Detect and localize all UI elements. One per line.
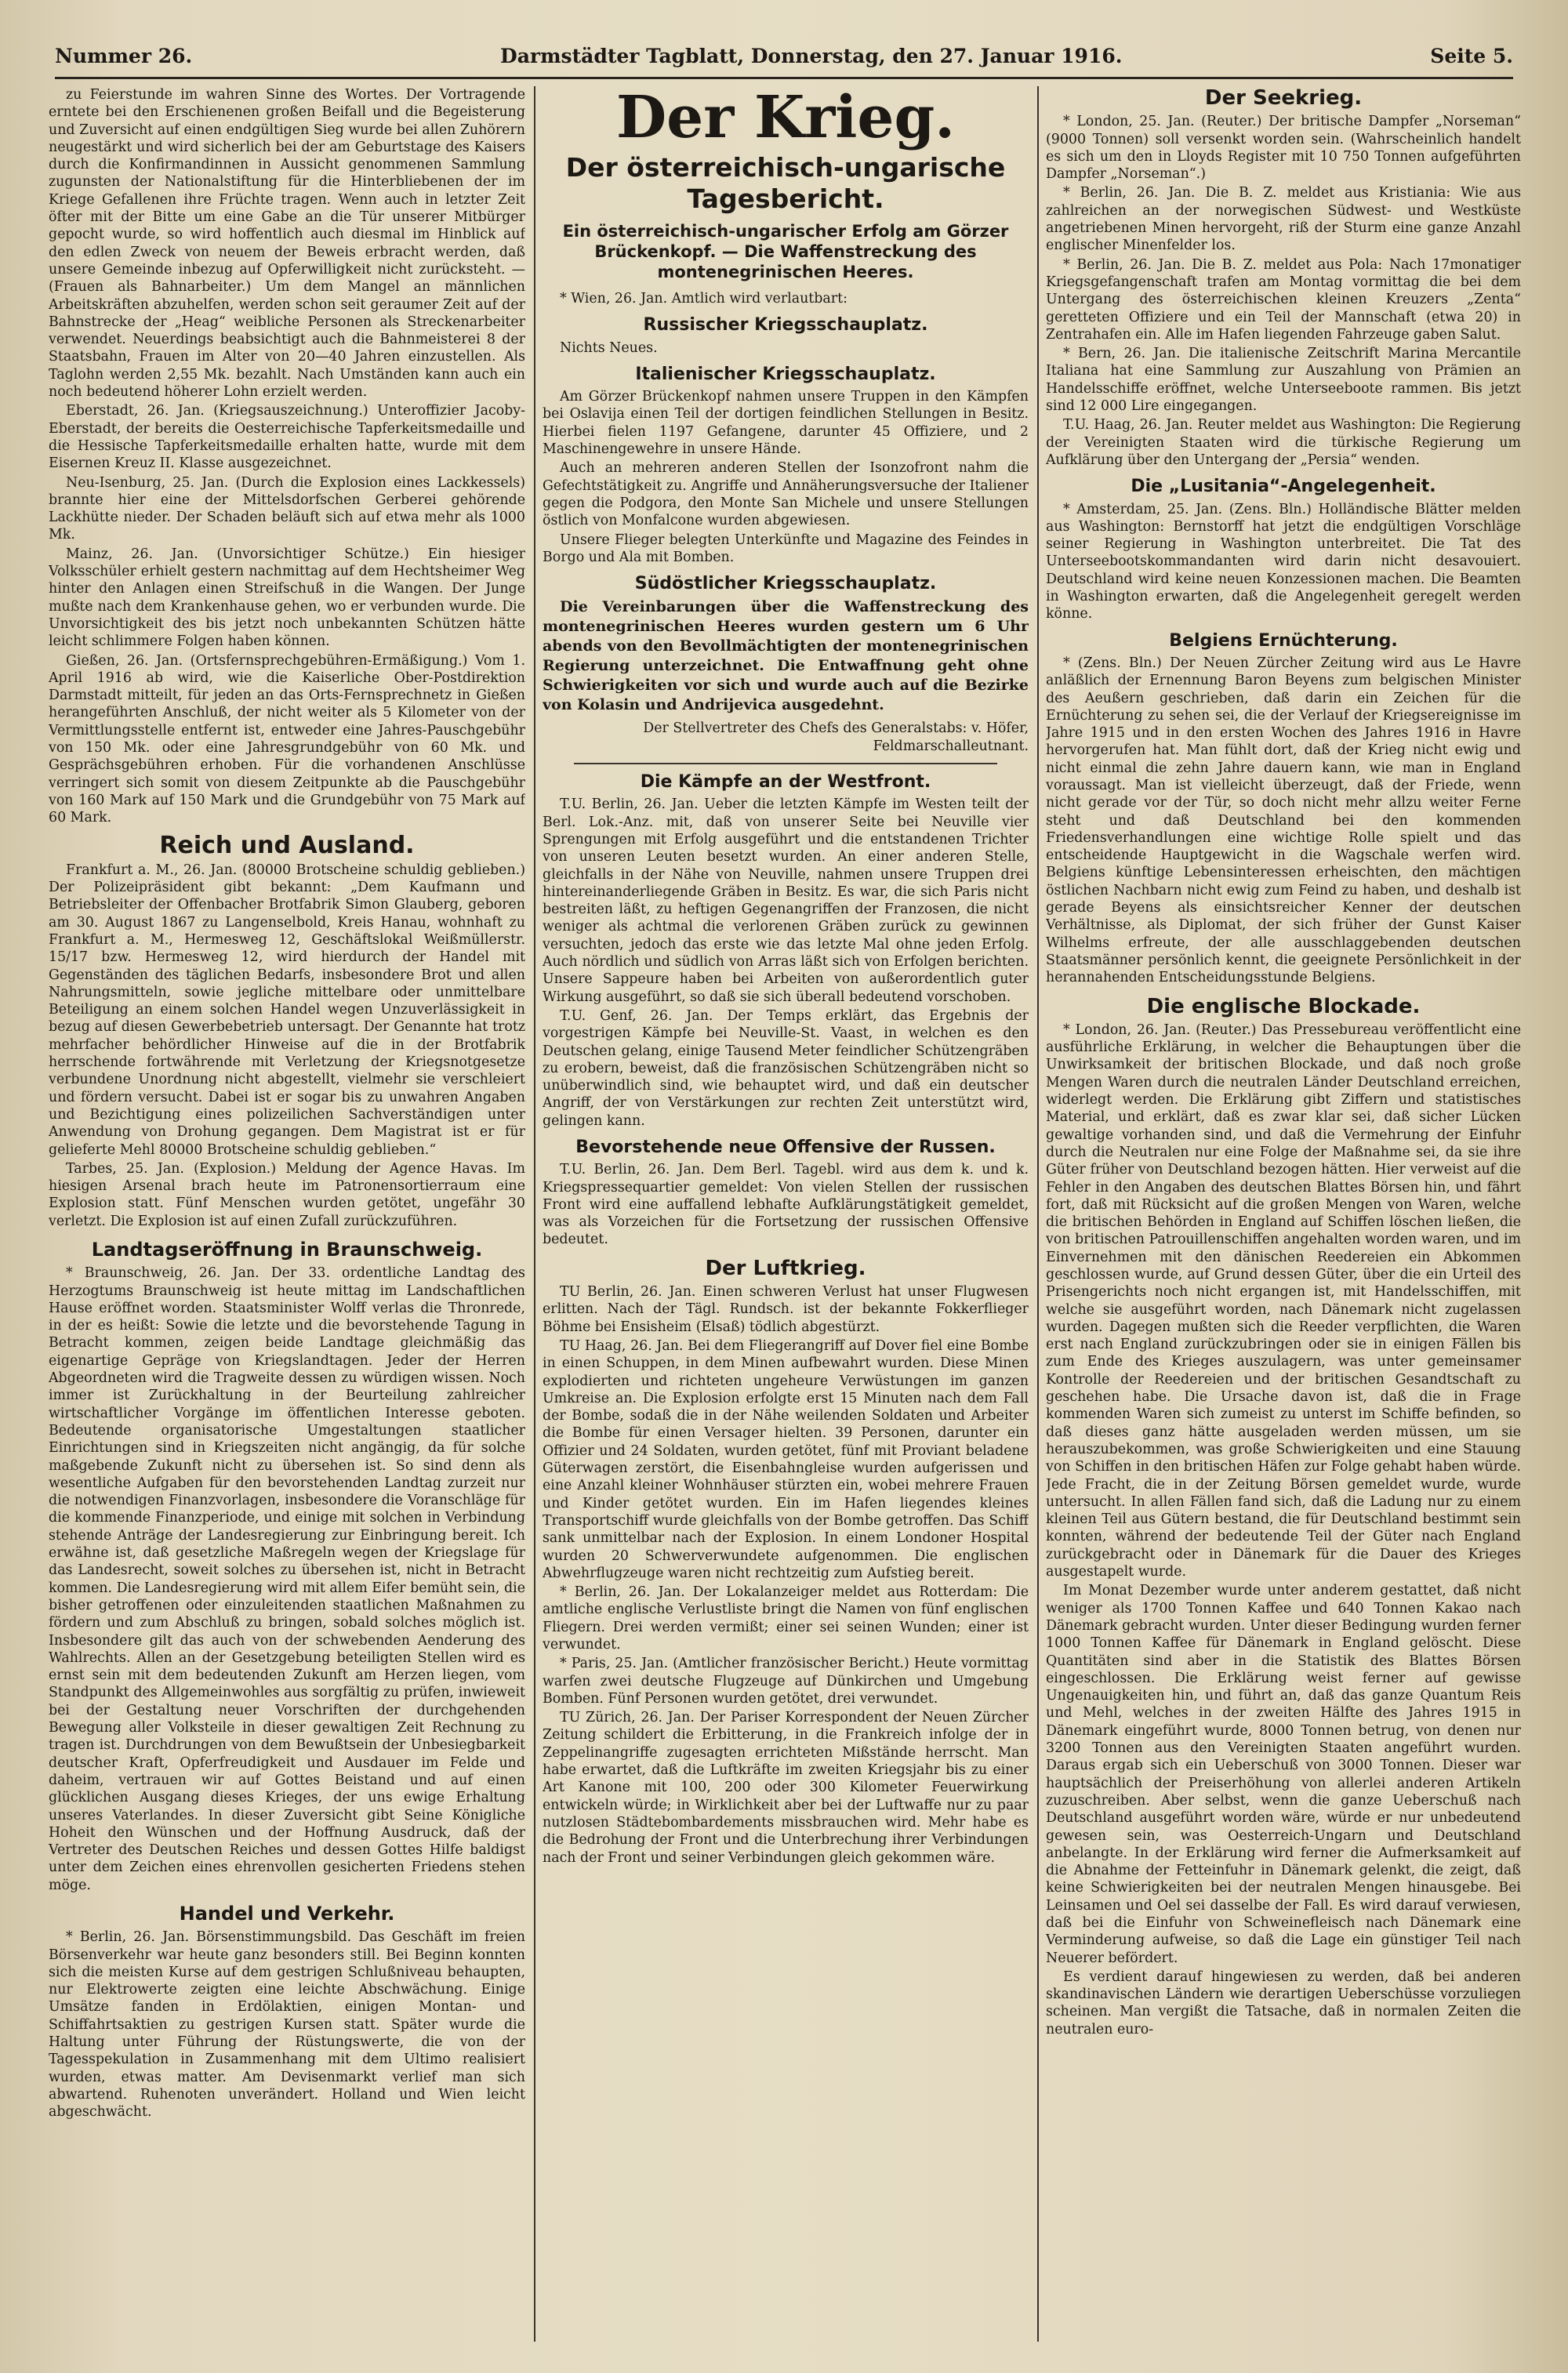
article-paragraph: Frankfurt a. M., 26. Jan. (80000 Brotscheine schuldig geblieben.) Der Polizeipräsident gibt bekannt: „Dem Kaufmann und Betriebsleiter der Offenbacher Brotfabrik Simon Glauberg, geboren am 30. August 1867 zu Langenselbold, Kreis Hanau, wohnhaft zu Frankfurt a. M., Hermesweg 12, Geschäftslokal Weißmüllerstr. 15/17 bzw. Hermesweg 12, wird hierdurch der Handel mit Gegenständen des täglichen Bedarfs, insbesondere Brot und allen Nahrungsmitteln, sowie jegliche mittelbare oder unmittelbare Beteiligung an einem solchen Handel wegen Unzuverlässigkeit in bezug auf diesen Gewerbebetrieb untersagt. Der Genannte hat trotz mehrfacher behördlicher Hinweise auf die in der Brotfabrik herrschende fortwährende mit Verletzung der Kriegsnotgesetze verbundene Unordnung nicht abgestellt, vielmehr sie verschleiert und fördern versucht. Dabei ist er sogar bis zu unwahren Angaben und Bezichtigung eines polizeilichen Sachverständigen unter Anwendung von Drohung gegangen. Dem Magistrat ist er für gelieferte Mehl 80000 Brotscheine schuldig geblieben.“ [49,862,525,1158]
section-heading: Russischer Kriegsschauplatz. [643,315,928,336]
article-paragraph: TU Haag, 26. Jan. Bei dem Fliegerangriff auf Dover fiel eine Bombe in einen Schuppen, in dem Minen aufbewahrt wurden. Diese Minen explodierten und richteten ungeheure Verwüstungen im ganzen Umkreise an. Die Explosion erfolgte erst 15 Minuten nach dem Fall der Bombe, sodaß die in der Nähe weilenden Soldaten und Arbeiter die Bombe für einen Versager hielten. 39 Personen, darunter ein Offizier und 24 Soldaten, wurden getötet, fünf mit Proviant beladene Güterwagen zerstört, die Eisenbahngleise wurden aufgerissen und eine Anzahl kleiner Wohnhäuser stürzten ein, wobei mehrere Frauen und Kinder getötet wurden. Ein im Hafen liegendes kleines Transportschiff wurde gleichfalls von der Bombe getroffen. Das Schiff sank unmittelbar nach der Explosion. In einem Londoner Hospital wurden 20 Schwerverwundete aufgenommen. Die englischen Abwehrflugzeuge waren nicht rechtzeitig zum Aufstieg bereit. [543,1337,1029,1581]
page-header [55,34,1513,79]
section-heading: Südöstlicher Kriegsschauplatz. [634,574,937,594]
article-paragraph: Im Monat Dezember wurde unter anderem gestattet, daß nicht weniger als 1700 Tonnen Kaffee und 640 Tonnen Kakao nach Dänemark gebracht wurden. Unter dieser Bedingung wurden ferner 1000 Tonnen Kaffee für Dänemark in England gelöscht. Diese Quantitäten sind aber in die Statistik des Blattes Börsen eingeschlossen. Die Erklärung weist ferner auf gewisse Ungenauigkeiten hin, und führt an, daß das ganze Quantum Reis und Mehl, welches in der zweiten Hälfte des Jahres 1915 in Dänemark eingeführt wurde, 8000 Tonnen betrug, von denen nur 3200 Tonnen aus den Vereinigten Staaten angeführt wurden. Daraus ergab sich ein Ueberschuß von 3000 Tonnen. Dieser war hauptsächlich der Preiserhöhung von allerlei anderen Artikeln zuzuschreiben. Aber selbst, wenn die ganze Ueberschuß nach Deutschland ausgeführt worden wäre, würde er nur unbedeutend gewesen sein, was Oesterreich-Ungarn und Deutschland anbelangte. In der Erklärung wird ferner die Aufmerksamkeit auf die Abnahme der Fetteinfuhr in Dänemark gelenkt, die zeigt, daß keine Schwierigkeiten bei der neutralen Mengen hinausgebe. Bei Leinsamen und Oel sei dasselbe der Fall. Es wird darauf verwiesen, daß bei die Einfuhr von Schweinefleisch nach Dänemark eine Verminderung aufweise, so daß die Lage ein günstiger Teil nach Neuerer befördert. [1046,1583,1521,1966]
article-paragraph: TU Berlin, 26. Jan. Einen schweren Verlust hat unser Flugwesen erlitten. Nach der Tägl. Rundsch. ist der bekannte Fokkerflieger Böhme bei Ensisheim (Elsaß) tödlich abgestürzt. [543,1284,1029,1335]
article-paragraph: * Berlin, 26. Jan. Börsenstimmungsbild. Das Geschäft im freien Börsenverkehr war heute ganz besonders still. Bei Beginn konnten sich die meisten Kurse auf dem gestrigen Schlußniveau behaupten, nur Elektrowerte zeigten eine leichte Abschwächung. Einige Umsätze fanden in Erdölaktien, einigen Montan- und Schiffahrtsaktien zu gestrigen Kursen statt. Später wurde die Haltung unter Führung der Rüstungswerte, die von der Tagesspekulation in Zusammenhang mit dem Ultimo realisiert wurden, etwas matter. Am Devisenmarkt verlief man sich abwartend. Ruhenoten unverändert. Holland und Wien leicht abgeschwächt. [49,1929,525,2121]
section-heading: Der Seekrieg. [1204,86,1363,110]
sub-headline: Der österreichisch-ungarische Tagesbericht. [565,152,1006,214]
signature: Der Stellvertreter des Chefs des Generalstabs: v. Höfer, Feldmarschalleutnant. [643,720,1029,754]
section-heading: Die Kämpfe an der Westfront. [640,772,931,793]
article-paragraph: Die Vereinbarungen über die Waffenstreckung des montenegrinischen Heeres wurden gestern um 6 Uhr abends von den Bevollmächtigten der montenegrinischen Regierung unterzeichnet. Die Entwaffnung geht ohne Schwierigkeiten vor sich und wurde auch auf die Bezirke von Kolasin und Andrijevica ausgedehnt. [543,598,1029,714]
section-heading: Bevorstehende neue Offensive der Russen. [575,1137,996,1157]
article-paragraph: Mainz, 26. Jan. (Unvorsichtiger Schütze.) Ein hiesiger Volksschüler erhielt gestern nachmittag auf dem Hechtsheimer Weg hinter den Anlagen einen Streifschuß in die Wangen. Der Junge mußte nach dem Krankenhause gehen, wo er verbunden wurde. Die Unvorsichtigkeit des bis jetzt noch unbekannten Schützen hätte leicht schlimmere Folgen haben können. [49,546,525,650]
section-heading: Handel und Verkehr. [179,1902,395,1925]
article-paragraph: Am Görzer Brückenkopf nahmen unsere Truppen in den Kämpfen bei Oslavija einen Teil der dortigen feindlichen Stellungen in Besitz. Hierbei fielen 1197 Gefangene, darunter 45 Offiziere, und 2 Maschinengewehre in unsere Hände. [543,389,1029,458]
issue-number: Nummer 26. [55,44,193,67]
article-paragraph: * Braunschweig, 26. Jan. Der 33. ordentliche Landtag des Herzogtums Braunschweig ist heute mittag im Landschaftlichen Hause eröffnet worden. Staatsminister Wolff verlas die Thronrede, in der es heißt: Sowie die letzte und die bevorstehende Tagung in Betracht kommen, zeigen beide Landtage gleichmäßig das eigenartige Gepräge von Kriegslandtagen. Jeder der Herren Abgeordneten wird die Tragweite dessen zu würdigen wissen. Noch immer ist Zurückhaltung in der Beurteilung zahlreicher wirtschaftlicher Vorgänge im öffentlichen Interesse geboten. Bedeutende organisatorische Umgestaltungen staatlicher Einrichtungen sind in Kriegszeiten nicht angängig, da für solche maßgebende Zukunft nicht zu übersehen ist. So sind denn als wesentliche Aufgaben für den bevorstehenden Landtag zurzeit nur die notwendigen Finanzvorlagen, insbesondere die Voranschläge für die kommende Finanzperiode, und einige mit solchen in Verbindung stehende Anträge der Landesregierung zur Einbringung bereit. Ich erwähne ist, daß gesetzliche Maßregeln wegen der Kriegslage für das Landesrecht, soweit solches zu übersehen ist, nicht in Betracht kommen. Die Landesregierung wird mit allem Eifer bemüht sein, die bisher getroffenen oder einzuleitenden staatlichen Maßnahmen zu fördern und zum Abschluß zu bringen, sobald solches möglich ist. Insbesondere gilt das auch von der schwebenden Aenderung des Wahlrechts. Allen an der Gesetzgebung beteiligten Stellen wird es ernst sein mit dem bedeutenden Zukunft am Herzen liegen, vom Standpunkt des Allgemeinwohles aus sorgfältig zu prüfen, inwieweit bei der Gestaltung neuer Vorschriften der durchgehenden Bewegung aller Volksteile in dieser gewaltigen Zeit Rechnung zu tragen ist. Durchdrungen von dem Bewußtsein der Unbesiegbarkeit deutscher Kraft, Opferfreudigkeit und Ausdauer im Felde und daheim, vertrauen wir auf Gottes Beistand und auf einen glücklichen Ausgang dieses Krieges, der uns ewige Erhaltung unseres Vaterlandes. In dieser Zuversicht gibt Seine Königliche Hoheit den Wünschen und der Hoffnung Ausdruck, daß der Vertreter des Deutschen Reiches und dessen Gottes Hilfe baldigst unter dem Zeichen eines ehrenvollen gesicherten Friedens stehen möge. [49,1265,525,1893]
article-paragraph: * Bern, 26. Jan. Die italienische Zeitschrift Marina Mercantile Italiana hat eine Sammlung zur Auszahlung von Prämien an Handelsschiffe eröffnet, welche Unterseeboote rammen. Bis jetzt sind 12 000 Lire eingegangen. [1046,346,1521,415]
article-paragraph: Auch an mehreren anderen Stellen der Isonzofront nahm die Gefechtstätigkeit zu. Angriffe und Annäherungsversuche der Italiener gegen die Podgora, den Monte San Michele und unsere Stellungen östlich von Monfalcone wurden abgewiesen. [543,460,1029,529]
article-paragraph: * Berlin, 26. Jan. Der Lokalanzeiger meldet aus Rotterdam: Die amtliche englische Verlustliste bringt die Namen von fünf englischen Fliegern. Drei werden vermißt; einer sei seinen Wunden; einer ist verwundet. [543,1584,1029,1653]
article-paragraph: Es verdient darauf hingewiesen zu werden, daß bei anderen skandinavischen Ländern wie derartigen Ueberschüsse vorzuliegen scheinen. Man vergißt die Tatsache, daß in normalen Zeiten die neutralen euro- [1046,1968,1521,2037]
column-rule [534,86,535,2342]
masthead-line: Darmstädter Tagblatt, Donnerstag, den 27. Januar 1916. [500,44,1123,67]
page-number: Seite 5. [1430,44,1513,67]
article-paragraph: T.U. Berlin, 26. Jan. Ueber die letzten Kämpfe im Westen teilt der Berl. Lok.-Anz. mit, daß von unserer Seite bei Neuville vier Sprengungen mit Erfolg ausgeführt und die entstandenen Trichter von unseren Leuten besetzt wurden. An einer anderen Stelle, gleichfalls in der Nähe von Neuville, nahmen unsere Truppen drei hintereinanderliegende Gräben in Besitz. Es war, die sich Paris nicht bestreiten läßt, zu heftigen Gegenangriffen der Franzosen, die nicht weniger als achtmal die verlorenen Gräben zurück zu gewinnen versuchten, jedoch das erste wie das letzte Mal ohne jeden Erfolg. Auch nördlich und südlich von Arras läßt sich von Erfolgen berichten. Unsere Sappeure haben bei Arbeiten von außerordentlich guter Wirkung ausgeführt, so daß sie sich überall bedeutend vorschoben. [543,796,1029,1005]
column-left [49,86,525,2349]
article-paragraph: T.U. Haag, 26. Jan. Reuter meldet aus Washington: Die Regierung der Vereinigten Staaten wird die türkische Regierung um Aufklärung über den Untergang der „Persia“ wenden. [1046,417,1521,468]
section-heading: Reich und Ausland. [159,832,415,860]
article-paragraph: * London, 26. Jan. (Reuter.) Das Pressebureau veröffentlicht eine ausführliche Erklärung, in welcher die Behauptungen über die Unwirksamkeit der britischen Blockade, und daß noch große Mengen Waren durch die neutralen Länder Deutschland erreichen, widerlegt werden. Die Erklärung gibt Ziffern und statistisches Material, und erklärt, daß es zwar klar sei, daß sicher Lücken gewaltige vorhanden sind, und daß die Vermehrung der Einfuhr durch die Neutralen nur eine Folge der Maßnahme sei, da sie ihre Güter früher von Deutschland bezogen hätten. Hier verweist auf die Fehler in den Angaben des deutschen Blattes Börsen hin, und fährt fort, daß mit Rücksicht auf die großen Mengen von Waren, welche die britischen Behörden in England auf Schiffen löschen ließen, die von britischen Patrouillenschiffen angehalten worden waren, und im Einvernehmen mit den dänischen Reedereien ein Abkommen geschlossen wurde, auf Grund dessen Güter, über die ein Urteil des Prisengerichts noch nicht ergangen ist, mit Handelsschiffen, mit welche sie ausgeführt worden, nach Dänemark nicht zugelassen wurden. Dagegen mußten sich die Reeder verpflichten, die Waren erst nach England zurückzubringen oder sie in einigen Fällen bis zum Ende des Krieges auszulagern, was unter gemeinsamer Kontrolle der Reedereien und der britischen Gesandtschaft zu geschehen habe. Die Ursache davon ist, daß die in Frage kommenden Waren sich zumeist zu unterst im Schiffe befinden, so daß dieses ganz hätte ausgeladen werden müssen, um sie herauszubekommen, was große Schwierigkeiten und eine Stauung von Schiffen in den britischen Häfen zur Folge gehabt haben würde. Jede Fracht, die in der Zeitung Börsen gemeldet wurde, wurde untersucht. In allen Fällen fand sich, daß die Ladung nur zu einem kleinen Teil aus Gütern bestand, die für Deutschland bestimmt sein konnten, während der bedeutende Teil der Güter nach England zurückgebracht oder in Dänemark für die Dauer des Krieges ausgestapelt wurde. [1046,1021,1521,1580]
section-heading: Belgiens Ernüchterung. [1169,630,1398,651]
article-paragraph: Unsere Flieger belegten Unterkünfte und Magazine des Feindes in Borgo und Ala mit Bomben. [543,532,1029,565]
article-paragraph: T.U. Berlin, 26. Jan. Dem Berl. Tagebl. wird aus dem k. und k. Kriegspressequartier gemeldet: Von vielen Stellen der russischen Front wird eine auffallend lebhafte Aufklärungstätigkeit gemeldet, was als Vorzeichen für die Fortsetzung der russischen Offensive bedeutet. [543,1162,1029,1248]
article-paragraph: Tarbes, 25. Jan. (Explosion.) Meldung der Agence Havas. Im hiesigen Arsenal brach heute im Patronensortierraum eine Explosion statt. Fünf Menschen wurden getötet, ungefähr 30 verletzt. Die Explosion ist auf einen Zufall zurückzuführen. [49,1160,525,1229]
column-right [1046,86,1521,2349]
main-headline: Der Krieg. [615,86,955,151]
column-rule [1037,86,1039,2342]
article-paragraph: Neu-Isenburg, 25. Jan. (Durch die Explosion eines Lackkessels) brannte hier eine der Mittelsdorfschen Gerberei gehörende Lackhütte nieder. Der Schaden beläuft sich auf etwa mehr als 1000 Mk. [49,474,525,543]
lead-summary: Ein österreichisch-ungarischer Erfolg am Görzer Brückenkopf. — Die Waffenstreckung des montenegrinischen Heeres. [562,222,1009,281]
article-paragraph: * (Zens. Bln.) Der Neuen Zürcher Zeitung wird aus Le Havre anläßlich der Ernennung Baron Beyens zum belgischen Minister des Aeußern geschrieben, daß darin ein Zeichen für die Ernüchterung zu sehen sei, die der Verlauf der Kriegsereignisse im Jahre 1915 und in den ersten Wochen des Jahres 1916 in Havre hervorgerufen hat. Man fühlt dort, daß der Krieg nicht ewig und nicht einmal die zehn Jahre dauern kann, wie man in England voraussagt. Man ist vielleicht überzeugt, daß der Friede, wenn nicht gerade vor der Tür, so doch nicht mehr allzu weiter Ferne steht und daß Deutschland bei den kommenden Friedensverhandlungen eine wichtige Rolle spielt und das entscheidende Hauptgewicht in die Wagschale werfen wird. Belgiens künftige Lebensinteressen erheischten, den mächtigen östlichen Nachbarn nicht ewig zum Feind zu haben, und deshalb ist gerade Beyens als einsichtsreicher Kenner der deutschen Verhältnisse, als Diplomat, der sich früher der Gunst Kaiser Wilhelms erfreute, der alle ausschlaggebenden deutschen Staatsmänner persönlich kennt, die geeignete Persönlichkeit in der herannahenden Entscheidungsstunde Belgiens. [1046,655,1521,986]
article-paragraph: zu Feierstunde im wahren Sinne des Wortes. Der Vortragende erntete bei den Erschienenen großen Beifall und die Begeisterung und Zuversicht auf einen endgültigen Sieg wurde bei allen Zuhörern neugestärkt und wird sicherlich bei der am Geburtstage des Kaisers durch die Konfirmandinnen in Aussicht genommenen Sammlung zugunsten der Nationalstiftung für die Hinterbliebenen der im Kriege Gefallenen ihre Früchte tragen. Wenn auch in letzter Zeit öfter mit der Bitte um eine Gabe an die Tür unserer Mitbürger gepocht wurde, so wird hoffentlich auch diesmal im Hinblick auf den edlen Zweck von neuem der Beweis erbracht werden, daß unsere Gemeinde inbezug auf Opferwilligkeit nicht zurücksteht. — (Frauen als Bahnarbeiter.) Um dem Mangel an männlichen Arbeitskräften abzuhelfen, werden schon seit geraumer Zeit auf der Bahnstrecke der „Heag“ weibliche Personen als Streckenarbeiter verwendet. Neuerdings beabsichtigt auch die Bahnmeisterei 8 der Staatsbahn, Frauen im Alter von 20—40 Jahren einzustellen. Als Taglohn werden 2,55 Mk. bezahlt. Nach Umständen kann auch ein noch bedeutend höherer Lohn erzielt werden. [49,87,525,401]
section-heading: Der Luftkrieg. [705,1256,866,1280]
article-paragraph: TU Zürich, 26. Jan. Der Pariser Korrespondent der Neuen Zürcher Zeitung schildert die Erbitterung, in die Frankreich infolge der in Zeppelinangriffe zugesagten errichteten Mißstände herrscht. Man habe erwartet, daß die Luftkräfte im zweiten Kriegsjahr bis zu einer Art Kanone mit 100, 200 oder 300 Kilometer Feuerwirkung entwickeln würde; in Wirklichkeit aber bei der Luftwaffe nur zu paar nutzlosen Städtebombardements missbrauchen wird. Mehr habe es die Bedrohung der Front und die Unterbrechung ihrer Verbindungen nach der Front und seiner Verbindungen gleich gekommen wäre. [543,1710,1029,1866]
article-paragraph: * Paris, 25. Jan. (Amtlicher französischer Bericht.) Heute vormittag warfen zwei deutsche Flugzeuge auf Dünkirchen und Umgebung Bomben. Fünf Personen wurden getötet, drei verwundet. [543,1656,1029,1707]
article-paragraph: * London, 25. Jan. (Reuter.) Der britische Dampfer „Norseman“ (9000 Tonnen) soll versenkt worden sein. (Wahrscheinlich handelt es sich um den in Lloyds Register mit 10 750 Tonnen aufgeführten Dampfer „Norseman“.) [1046,114,1521,183]
article-paragraph: * Berlin, 26. Jan. Die B. Z. meldet aus Kristiania: Wie aus zahlreichen an der norwegischen Südwest- und Westküste angetriebenen Minen hervorgeht, riß der Sturm eine ganze Anzahl englischer Minenfelder los. [1046,185,1521,254]
column-middle [543,86,1029,2349]
divider [574,763,997,764]
article-paragraph: Eberstadt, 26. Jan. (Kriegsauszeichnung.) Unteroffizier Jacoby-Eberstadt, der bereits die Oesterreichische Tapferkeitsmedaille und die Hessische Tapferkeitsmedaille erhalten hatte, wurde mit dem Eisernen Kreuz II. Klasse ausgezeichnet. [49,403,525,472]
article-paragraph: * Wien, 26. Jan. Amtlich wird verlautbart: [560,291,848,307]
section-heading: Die englische Blockade. [1146,994,1421,1018]
article-paragraph: * Berlin, 26. Jan. Die B. Z. meldet aus Pola: Nach 17monatiger Kriegsgefangenschaft trafen am Montag vormittag die bei dem Untergang des österreichischen kleinen Kreuzers „Zenta“ geretteten Offiziere und ein Teil der Mannschaft (etwa 20) in Zentrahafen ein. Alle im Hafen liegenden Fahrzeuge gaben Salut. [1046,256,1521,343]
article-paragraph: * Amsterdam, 25. Jan. (Zens. Bln.) Holländische Blätter melden aus Washington: Bernstorff hat jetzt die endgültigen Vorschläge seiner Regierung in Washington unterbreitet. Die Tat des Unterseebootskommandanten wird darin nicht desavouiert. Deutschland wird keine neuen Konzessionen machen. Die Beamten in Washington erwarten, daß die Angelegenheit geregelt werden könne. [1046,501,1521,622]
article-paragraph: T.U. Genf, 26. Jan. Der Temps erklärt, das Ergebnis der vorgestrigen Kämpfe bei Neuville-St. Vaast, in welchen es den Deutschen gelang, einige Tausend Meter feindlicher Schützengräben zu erobern, beweist, daß die französischen Schützengräben nicht so unüberwindlich sind, wie behauptet wird, und daß ein deutscher Angriff, der von Verstärkungen zur rechten Zeit unterstützt wird, gelingen kann. [543,1007,1029,1129]
section-heading: Landtagseröffnung in Braunschweig. [91,1239,483,1261]
section-heading: Die „Lusitania“-Angelegenheit. [1131,477,1436,497]
article-paragraph: Gießen, 26. Jan. (Ortsfernsprechgebühren-Ermäßigung.) Vom 1. April 1916 ab wird, wie die Kaiserliche Ober-Postdirektion Darmstadt mitteilt, für jeden an das Orts-Fernsprechnetz in Gießen herangeführten Anschluß, der nicht weiter als 5 Kilometer von der Vermittlungsstelle entfernt ist, entweder eine Jahres-Pauschgebühr von 150 Mk. oder eine Jahresgrundgebühr von 60 Mk. und Gesprächsgebühren erhoben. Für die vorhandenen Anschlüsse verringert sich somit von diesem Zeitpunkte ab die Pauschgebühr von 160 Mark auf 150 Mark und die Grundgebühr von 75 Mark auf 60 Mark. [49,652,525,826]
article-paragraph: Nichts Neues. [560,339,658,356]
section-heading: Italienischer Kriegsschauplatz. [635,364,936,384]
